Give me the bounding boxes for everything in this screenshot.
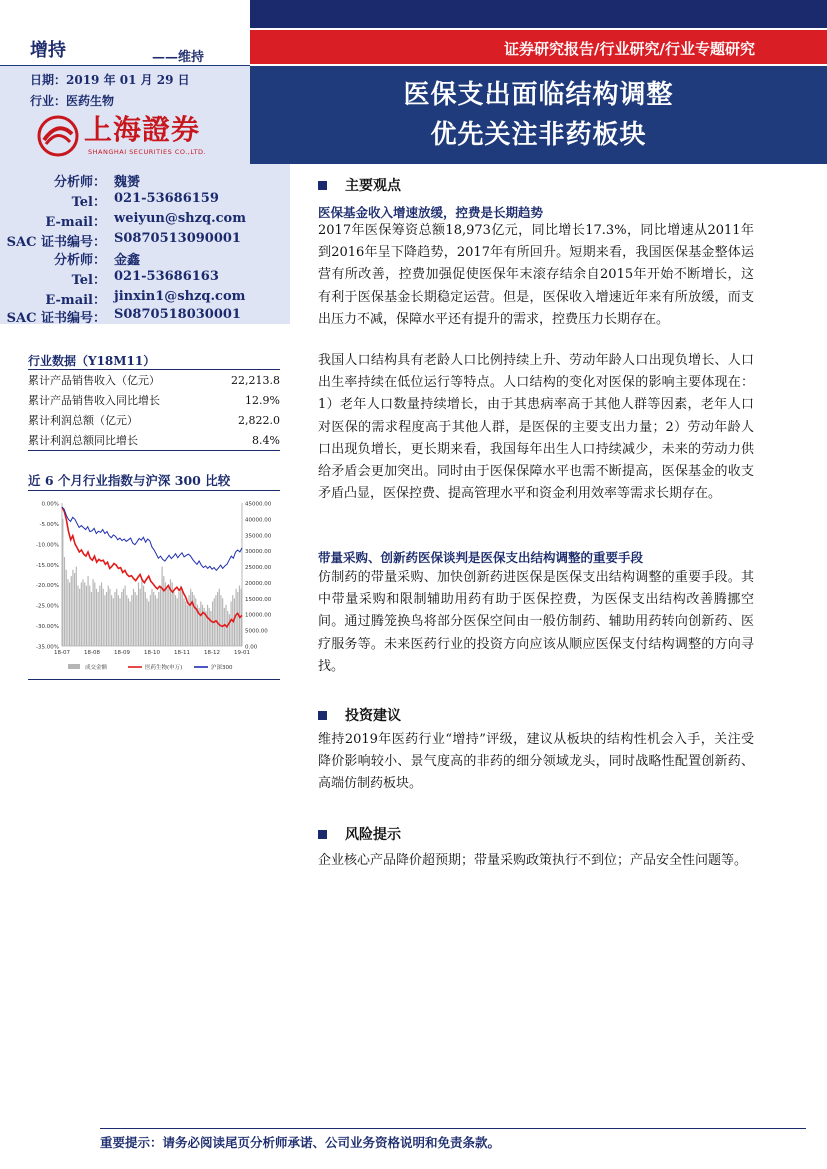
volume-bar [89, 586, 90, 646]
email-value: jinxin1@shzq.com [114, 289, 246, 304]
volume-bar [151, 589, 152, 646]
volume-bar [67, 579, 68, 646]
y-tick-label-right: 10000.00 [245, 612, 272, 619]
volume-bar [131, 595, 132, 646]
volume-bar [140, 589, 141, 646]
volume-bar [136, 595, 137, 646]
volume-bar [81, 582, 82, 646]
volume-bar [138, 582, 139, 646]
volume-bar [71, 576, 72, 646]
volume-bar [114, 592, 115, 646]
volume-bar [118, 595, 119, 646]
rating-sub: ——维持 [152, 50, 205, 65]
row-value: 12.9% [245, 393, 280, 407]
y-tick-label-right: 15000.00 [245, 596, 272, 603]
industry-data-table [28, 369, 280, 451]
analyst-name: 金鑫 [114, 253, 141, 268]
volume-bar [141, 579, 142, 646]
report-industry: 行业：医药生物 [30, 94, 115, 108]
volume-bar [94, 582, 95, 646]
section-main-view [318, 175, 401, 195]
section-title: 主要观点 [345, 178, 401, 194]
index-comparison-chart [28, 490, 280, 680]
volume-bar [77, 586, 78, 646]
volume-bar [143, 586, 144, 646]
tel-value: 021-53686159 [114, 191, 219, 206]
volume-bar [177, 598, 178, 646]
chart-title: 近 6 个月行业指数与沪深 300 比较 [28, 473, 231, 488]
volume-bar [163, 576, 164, 646]
y-tick-label-left: -35.00% [36, 644, 59, 651]
volume-bar [98, 592, 99, 646]
volume-bar [145, 592, 146, 646]
volume-bar [79, 589, 80, 646]
section-risk [318, 824, 401, 844]
volume-bar [119, 598, 120, 646]
section-bullet-icon [318, 830, 327, 839]
volume-bar [96, 589, 97, 646]
volume-bar [150, 595, 151, 646]
volume-bar [121, 592, 122, 646]
series-line [62, 507, 242, 570]
legend-swatch [68, 664, 80, 669]
sac-value: S0870513090001 [114, 231, 241, 246]
x-tick-label: 18-08 [84, 650, 100, 656]
table-row [28, 370, 280, 390]
volume-bar [76, 567, 77, 646]
volume-bar [160, 586, 161, 646]
volume-bar [190, 589, 191, 646]
industry-data-title: 行业数据（Y18M11） [28, 354, 156, 368]
volume-bar [229, 614, 230, 646]
volume-bar [236, 589, 237, 646]
volume-bar [108, 586, 109, 646]
volume-bar [93, 579, 94, 646]
x-tick-label: 18-11 [174, 650, 190, 656]
report-date: 日期：2019 年 01 月 29 日 [30, 73, 190, 87]
report-title-line1: 医保支出面临结构调整 [403, 80, 674, 110]
volume-bar [86, 586, 87, 646]
volume-bar [116, 589, 117, 646]
volume-bar [111, 595, 112, 646]
volume-bar [168, 586, 169, 646]
volume-bar [234, 598, 235, 646]
volume-bar [180, 586, 181, 646]
logo-emblem-icon [36, 114, 80, 158]
volume-bar [200, 602, 201, 646]
paragraph-5: 企业核心产品降价超预期；带量采购政策执行不到位；产品安全性问题等。 [318, 853, 748, 868]
section-invest [318, 705, 401, 725]
volume-bar [173, 592, 174, 646]
y-tick-label-left: 0.00% [41, 501, 59, 508]
volume-bar [195, 598, 196, 646]
paragraph-3: 仿制药的带量采购、加快创新药进医保是医保支出结构调整的重要手段。其中带量采购和限制辅助用药有助于医保控费，为医保支出结构改善腾挪空间。通过腾笼换鸟将部分医保空间由一般仿制药、辅助用药转向创新药、医疗服务等。未来医药行业的投资方向应该从顺应医保支付结构调整的方向寻找。 [318, 570, 754, 674]
x-tick-label: 18-07 [54, 650, 70, 656]
email-label: E-mail： [45, 215, 106, 230]
y-tick-label-right: 25000.00 [245, 565, 272, 572]
paragraph-4: 维持2019年医药行业“增持”评级，建议从板块的结构性机会入手，关注受降价影响较小、景气度高的非药的细分领域龙头，同时战略性配置创新药、高端仿制药板块。 [318, 732, 754, 792]
paragraph-2: 我国人口结构具有老龄人口比例持续上升、劳动年龄人口出现负增长、人口出生率持续在低位运行等特点。人口结构的变化对医保的影响主要体现在：1）老年人口数量持续增长，由于其患病率高于其他人群等因素，老年人口对医保的需求程度高于其他人群，是医保的主要支出力量；2）劳动年龄人口出现负增长，更长期来看，我国每年出生人口持续减少，未来的劳动力供给矛盾会更加突出。同时由于医保保障水平也需不断提高，医保基金的收支矛盾凸显，医保控费、提高管理水平和资金利用效率等需求长期存在。 [318, 353, 754, 502]
volume-bar [217, 592, 218, 646]
y-tick-label-left: -5.00% [39, 521, 59, 528]
analyst-label: 分析师： [53, 253, 106, 268]
report-type: 证券研究报告/行业研究/行业专题研究 [250, 30, 827, 64]
row-value: 2,822.0 [238, 413, 280, 427]
volume-bar [230, 602, 231, 646]
x-tick-label: 18-09 [114, 650, 130, 656]
volume-bar [64, 557, 65, 646]
volume-bar [210, 611, 211, 646]
volume-bar [135, 592, 136, 646]
email-value: weiyun@shzq.com [114, 211, 246, 226]
sac-value: S0870518030001 [114, 307, 241, 322]
volume-bar [91, 592, 92, 646]
volume-bar [224, 608, 225, 646]
volume-bar [185, 602, 186, 646]
tel-label: Tel： [71, 273, 106, 288]
y-tick-label-right: 30000.00 [245, 549, 272, 556]
footer-divider [100, 1128, 806, 1129]
email-label: E-mail： [45, 293, 106, 308]
section-bullet-icon [318, 181, 327, 190]
volume-bar [128, 598, 129, 646]
volume-bar [87, 576, 88, 646]
volume-bar [237, 592, 238, 646]
volume-bar [109, 589, 110, 646]
volume-bar [162, 567, 163, 646]
legend-label: 医药生物(申万) [145, 665, 183, 671]
y-tick-label-left: -25.00% [36, 603, 59, 610]
table-row [28, 390, 280, 410]
row-label: 累计利润总额同比增长 [28, 434, 138, 447]
y-tick-label-left: -20.00% [36, 583, 59, 590]
volume-bar [104, 595, 105, 646]
volume-bar [72, 570, 73, 646]
volume-bar [153, 592, 154, 646]
volume-bar [84, 582, 85, 646]
y-tick-label-right: 45000.00 [245, 501, 272, 508]
row-value: 8.4% [252, 433, 280, 447]
row-value: 22,213.8 [231, 373, 280, 387]
subheading-2: 带量采购、创新药医保谈判是医保支出结构调整的重要手段 [318, 550, 644, 565]
volume-bar [106, 592, 107, 646]
table-row [28, 410, 280, 430]
volume-bar [74, 573, 75, 646]
volume-bar [82, 579, 83, 646]
sac-label: SAC 证书编号： [6, 235, 106, 250]
paragraph-1: 2017年医保筹资总额18,973亿元，同比增长17.3%，同比增速从2011年到2016年呈下降趋势，2017年有所回升。短期来看，我国医保基金整体运营有所改善，控费加强促使医保年末滚存结余自2015年开始不断增长，这有利于医保基金长期稳定运营。但是，医保收入增速近年来有所放缓，而支出压力不减，保障水平还有提升的需求，控费压力长期存在。 [318, 223, 754, 327]
x-tick-label: 18-10 [144, 650, 160, 656]
volume-bar [113, 598, 114, 646]
volume-bar [187, 605, 188, 646]
x-tick-label: 19-01 [234, 650, 250, 656]
volume-bar [182, 589, 183, 646]
y-tick-label-left: -15.00% [36, 562, 59, 569]
row-label: 累计产品销售收入同比增长 [28, 394, 160, 407]
volume-bar [99, 586, 100, 646]
volume-bar [62, 519, 63, 646]
logo-text-en: SHANGHAI SECURITIES CO.,LTD. [88, 148, 207, 156]
row-label: 累计利润总额（亿元） [28, 414, 138, 427]
volume-bar [156, 598, 157, 646]
volume-bar [175, 595, 176, 646]
volume-bar [124, 586, 125, 646]
header-top-band [250, 0, 827, 28]
y-tick-label-right: 5000.00 [245, 628, 268, 635]
volume-bar [101, 582, 102, 646]
analyst-panel [0, 164, 290, 324]
volume-bar [207, 605, 208, 646]
volume-bar [193, 595, 194, 646]
volume-bar [69, 582, 70, 646]
volume-bar [148, 602, 149, 646]
volume-bar [222, 598, 223, 646]
section-title: 风险提示 [345, 827, 401, 843]
sac-label: SAC 证书编号： [6, 311, 106, 326]
row-label: 累计产品销售收入（亿元） [28, 374, 160, 387]
section-title: 投资建议 [345, 708, 401, 724]
volume-bar [155, 595, 156, 646]
y-tick-label-left: -30.00% [36, 624, 59, 631]
y-tick-label-right: 35000.00 [245, 533, 272, 540]
volume-bar [158, 592, 159, 646]
volume-bar [167, 589, 168, 646]
y-tick-label-right: 20000.00 [245, 580, 272, 587]
analyst-name: 魏赟 [114, 175, 141, 190]
chart-svg [28, 491, 280, 681]
volume-bar [66, 570, 67, 646]
volume-bar [212, 602, 213, 646]
volume-bar [146, 598, 147, 646]
volume-bar [165, 582, 166, 646]
volume-bar [123, 589, 124, 646]
volume-bar [219, 589, 220, 646]
legend-label: 沪深300 [211, 665, 233, 671]
tel-value: 021-53686163 [114, 269, 219, 284]
volume-bar [209, 608, 210, 646]
tel-label: Tel： [71, 195, 106, 210]
analyst-label: 分析师： [53, 175, 106, 190]
y-tick-label-left: -10.00% [36, 542, 59, 549]
volume-bar [130, 602, 131, 646]
table-row [28, 430, 280, 450]
volume-bar [220, 595, 221, 646]
volume-bar [178, 592, 179, 646]
report-title-line2: 优先关注非药板块 [430, 120, 647, 150]
subheading-1: 医保基金收入增速放缓，控费是长期趋势 [318, 205, 544, 220]
volume-bar [192, 592, 193, 646]
x-tick-label: 18-12 [204, 650, 220, 656]
logo-text-cn: 上海證券 [84, 113, 201, 146]
y-tick-label-right: 0.00 [245, 644, 258, 651]
volume-bar [133, 589, 134, 646]
volume-bar [202, 605, 203, 646]
rating: 增持 [30, 40, 66, 61]
section-bullet-icon [318, 711, 327, 720]
volume-bar [103, 589, 104, 646]
company-logo [36, 114, 236, 160]
volume-bar [183, 598, 184, 646]
footer-notice: 重要提示：请务必阅读尾页分析师承诺、公司业务资格说明和免责条款。 [100, 1135, 501, 1150]
volume-bar [227, 611, 228, 646]
volume-bar [126, 595, 127, 646]
y-tick-label-right: 40000.00 [245, 517, 272, 524]
legend-label: 成交金额 [85, 665, 108, 671]
